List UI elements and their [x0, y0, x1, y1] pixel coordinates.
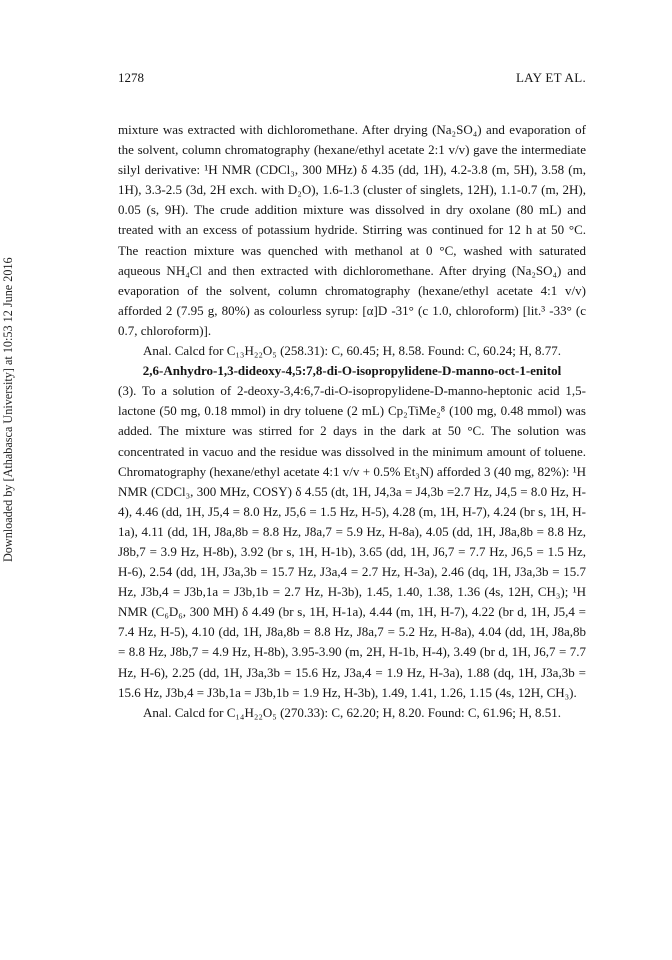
analysis-line-2: Anal. Calcd for C₁₄H₂₂O₅ (270.33): C, 62.20; H, 8.20. Found: C, 61.96; H, 8.51.	[142, 704, 562, 720]
compound-heading: 2,6-Anhydro-1,3-dideoxy-4,5:7,8-di-O-isopropylidene-D-manno-oct-1-enitol	[142, 363, 562, 379]
page-number: 1278	[118, 70, 144, 85]
paragraph-synthesis-3: (3). To a solution of 2-deoxy-3,4:6,7-di-O-isopropylidene-D-manno-heptonic acid 1,5-lactone (50 mg, 0.18 mmol) in dry toluene (2 mL) Cp₂TiMe₂⁸ (100 mg, 0.48 mmol) was added. The mixture was stirred for 2 days in the dark at 50 °C. The solution was concentrated in vacuo and the residue was dissolved in the minimum amount of toluene. Chromatography (hexane/ethyl acetate 4:1 v/v + 0.5% Et₃N) afforded 3 (40 mg, 82%): ¹H NMR (CDCl₃, 300 MHz, COSY) δ 4.55 (dt, 1H, J4,3a = J4,3b =2.7 Hz, J4,5 = 8.0 Hz, H-4), 4.46 (dd, 1H, J5,4 = 8.0 Hz, J5,6 = 1.5 Hz, H-5), 4.28 (m, 1H, H-7), 4.24 (br s, 1H, H-1a), 4.11 (dd, 1H, J8a,8b = 8.8 Hz, J8a,7 = 5.9 Hz, H-8a), 4.05 (dd, 1H, J8a,8b = 8.8 Hz, J8b,7 = 3.9 Hz, H-8b), 3.92 (br s, 1H, H-1b), 3.65 (dd, 1H, J6,7 = 7.7 Hz, J6,5 = 1.5 Hz, H-6), 2.54 (dd, 1H, J3a,3b = 15.7 Hz, J3a,4 = 2.7 Hz, H-3a), 2.46 (dq, 1H, J3a,3b = 15.7 Hz, J3b,4 = J3b,1a = J3b,1b = 2.7 Hz, H-3b), 1.45, 1.40, 1.38, 1.36 (4s, 12H, CH₃); ¹H NMR (C₆D₆, 300 MH) δ 4.49 (br s, 1H, H-1a), 4.44 (m, 1H, H-7), 4.22 (br d, 1H, J5,4 = 7.4 Hz, H-5), 4.10 (dd, 1H, J8a,8b = 8.8 Hz, J8a,7 = 5.2 Hz, H-8a), 4.04 (dd, 1H, J8a,8b = 8.8 Hz, J8b,7 = 4.9 Hz, H-8b), 3.95-3.90 (m, 2H, H-1b, H-4), 3.49 (br d, 1H, J6,7 = 7.7 Hz, H-6), 2.25 (dd, 1H, J3a,3b = 15.6 Hz, J3a,4 = 1.9 Hz, H-3a), 1.88 (dq, 1H, J3a,3b = 15.6 Hz, J3b,4 = J3b,1a = J3b,1b = 1.9 Hz, H-3b), 1.49, 1.41, 1.26, 1.15 (4s, 12H, CH₃).	[118, 383, 586, 700]
paragraph-synthesis-2: mixture was extracted with dichloromethane. After drying (Na₂SO₄) and evaporation of the solvent, column chromatography (hexane/ethyl acetate 2:1 v/v) gave the intermediate silyl derivative: ¹H NMR (CDCl₃, 300 MHz) δ 4.35 (dd, 1H), 4.2-3.8 (m, 5H), 3.58 (m, 1H), 3.3-2.5 (3d, 2H exch. with D₂O), 1.6-1.3 (cluster of singlets, 12H), 1.1-0.7 (m, 2H), 0.05 (s, 9H). The crude addition mixture was dissolved in dry oxolane (80 mL) and treated with an excess of potassium hydride. Stirring was continued for 12 h at 50 °C. The reaction mixture was quenched with methanol at 0 °C, washed with saturated aqueous NH₄Cl and then extracted with dichloromethane. After drying (Na₂SO₄) and evaporation of the solvent, column chromatography (hexane/ethyl acetate 4:1 v/v) afforded 2 (7.95 g, 80%) as colourless syrup: [α]D -31° (c 1.0, chloroform) [lit.³ -33° (c 0.7, chloroform)].	[118, 122, 586, 338]
article-body	[118, 120, 586, 723]
download-watermark: Downloaded by [Athabasca University] at 10:53 12 June 2016	[1, 257, 15, 563]
running-head: LAY ET AL.	[515, 70, 586, 85]
page-header	[118, 70, 586, 90]
analysis-line-1: Anal. Calcd for C₁₃H₂₂O₅ (258.31): C, 60.45; H, 8.58. Found: C, 60.24; H, 8.77.	[142, 343, 562, 359]
